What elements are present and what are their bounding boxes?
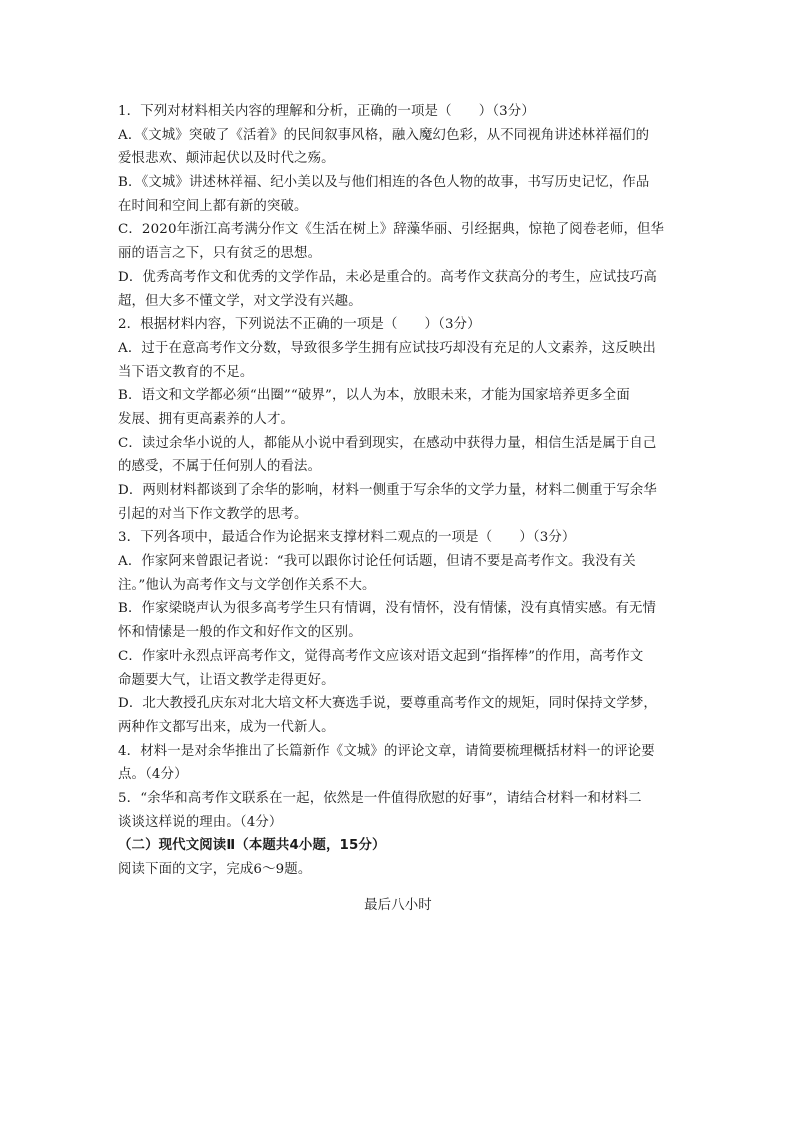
text-line: 1．下列对材料相关内容的理解和分析，正确的一项是（ ）（3分） [118,104,535,119]
document-page [118,100,678,917]
text-line: B．语文和文学都必须“出圈”“破界”，以人为本，放眼未来，才能为国家培养更多全面 [118,388,630,404]
text-line: 5．“余华和高考作文联系在一起，依然是一件值得欣慰的好事”，请结合材料一和材料二 [118,790,642,806]
text-line: 怀和情愫是一般的作文和好作文的区别。 [118,625,362,641]
text-line: 两种作文都写出来，成为一代新人。 [118,719,335,735]
text-line: A．《文城》突破了《活着》的民间叙事风格，融入魔幻色彩，从不同视角讲述林祥福们的 [118,127,650,143]
text-line: 引起的对当下作文教学的思考。 [118,506,308,522]
text-line: B．作家梁晓声认为很多高考学生只有情调，没有情怀，没有情愫，没有真情实感。有无情 [118,601,657,617]
text-line: 注。”他认为高考作文与文学创作关系不大。 [118,577,376,593]
text-line: A．作家阿来曾跟记者说：“我可以跟你讨论任何话题，但请不要是高考作文。我没有关 [118,554,636,570]
reading-instruction: 阅读下面的文字，完成6～9题。 [118,862,312,877]
text-line: 谈谈这样说的理由。（4分） [118,814,283,830]
text-line: D．北大教授孔庆东对北大培文杯大赛选手说，要尊重高考作文的规矩，同时保持文学梦， [118,696,657,712]
text-line: 3．下列各项中，最适合作为论据来支撑材料二观点的一项是（ ）（3分） [118,530,576,546]
text-line: 在时间和空间上都有新的突破。 [118,198,308,214]
text-line: C．2020年浙江高考满分作文《生活在树上》辞藻华丽、引经据典，惊艳了阅卷老师，但华 [118,222,665,238]
text-line: A．过于在意高考作文分数，导致很多学生拥有应试技巧却没有充足的人文素养，这反映出 [118,340,656,356]
section-heading: （二）现代文阅读Ⅱ（本题共4小题，15分） [118,838,386,854]
text-line: 命题要大气，让语文教学走得更好。 [118,672,335,688]
text-line: C．作家叶永烈点评高考作文，觉得高考作文应该对语文起到“指挥棒”的作用，高考作文 [118,648,644,664]
text-line: D．两则材料都谈到了余华的影响，材料一侧重于写余华的文学力量，材料二侧重于写余华 [118,483,657,498]
text-line: 4．材料一是对余华推出了长篇新作《文城》的评论文章，请简要梳理概括材料一的评论要 [118,743,655,759]
text-line: 丽的语言之下，只有贫乏的思想。 [118,246,322,262]
text-line: 2．根据材料内容，下列说法不正确的一项是（ ）（3分） [118,317,481,333]
text-line: B．《文城》讲述林祥福、纪小美以及与他们相连的各色人物的故事，书写历史记忆，作品 [118,175,650,191]
question-block [118,100,678,834]
text-line: 的感受，不属于任何别人的看法。 [118,459,322,475]
text-line: D．优秀高考作文和优秀的文学作品，未必是重合的。高考作文获高分的考生，应试技巧高 [118,269,657,285]
story-title: 最后八小时 [364,897,432,913]
text-line: 超，但大多不懂文学，对文学没有兴趣。 [118,293,362,309]
text-line: 爱恨悲欢、颠沛起伏以及时代之殇。 [118,151,335,167]
text-line: 点。（4分） [118,767,188,783]
text-line: 发展、拥有更高素养的人才。 [118,411,295,427]
text-line: 当下语文教育的不足。 [118,364,254,380]
text-line: C．读过余华小说的人，都能从小说中看到现实，在感动中获得力量，相信生活是属于自己 [118,435,657,451]
